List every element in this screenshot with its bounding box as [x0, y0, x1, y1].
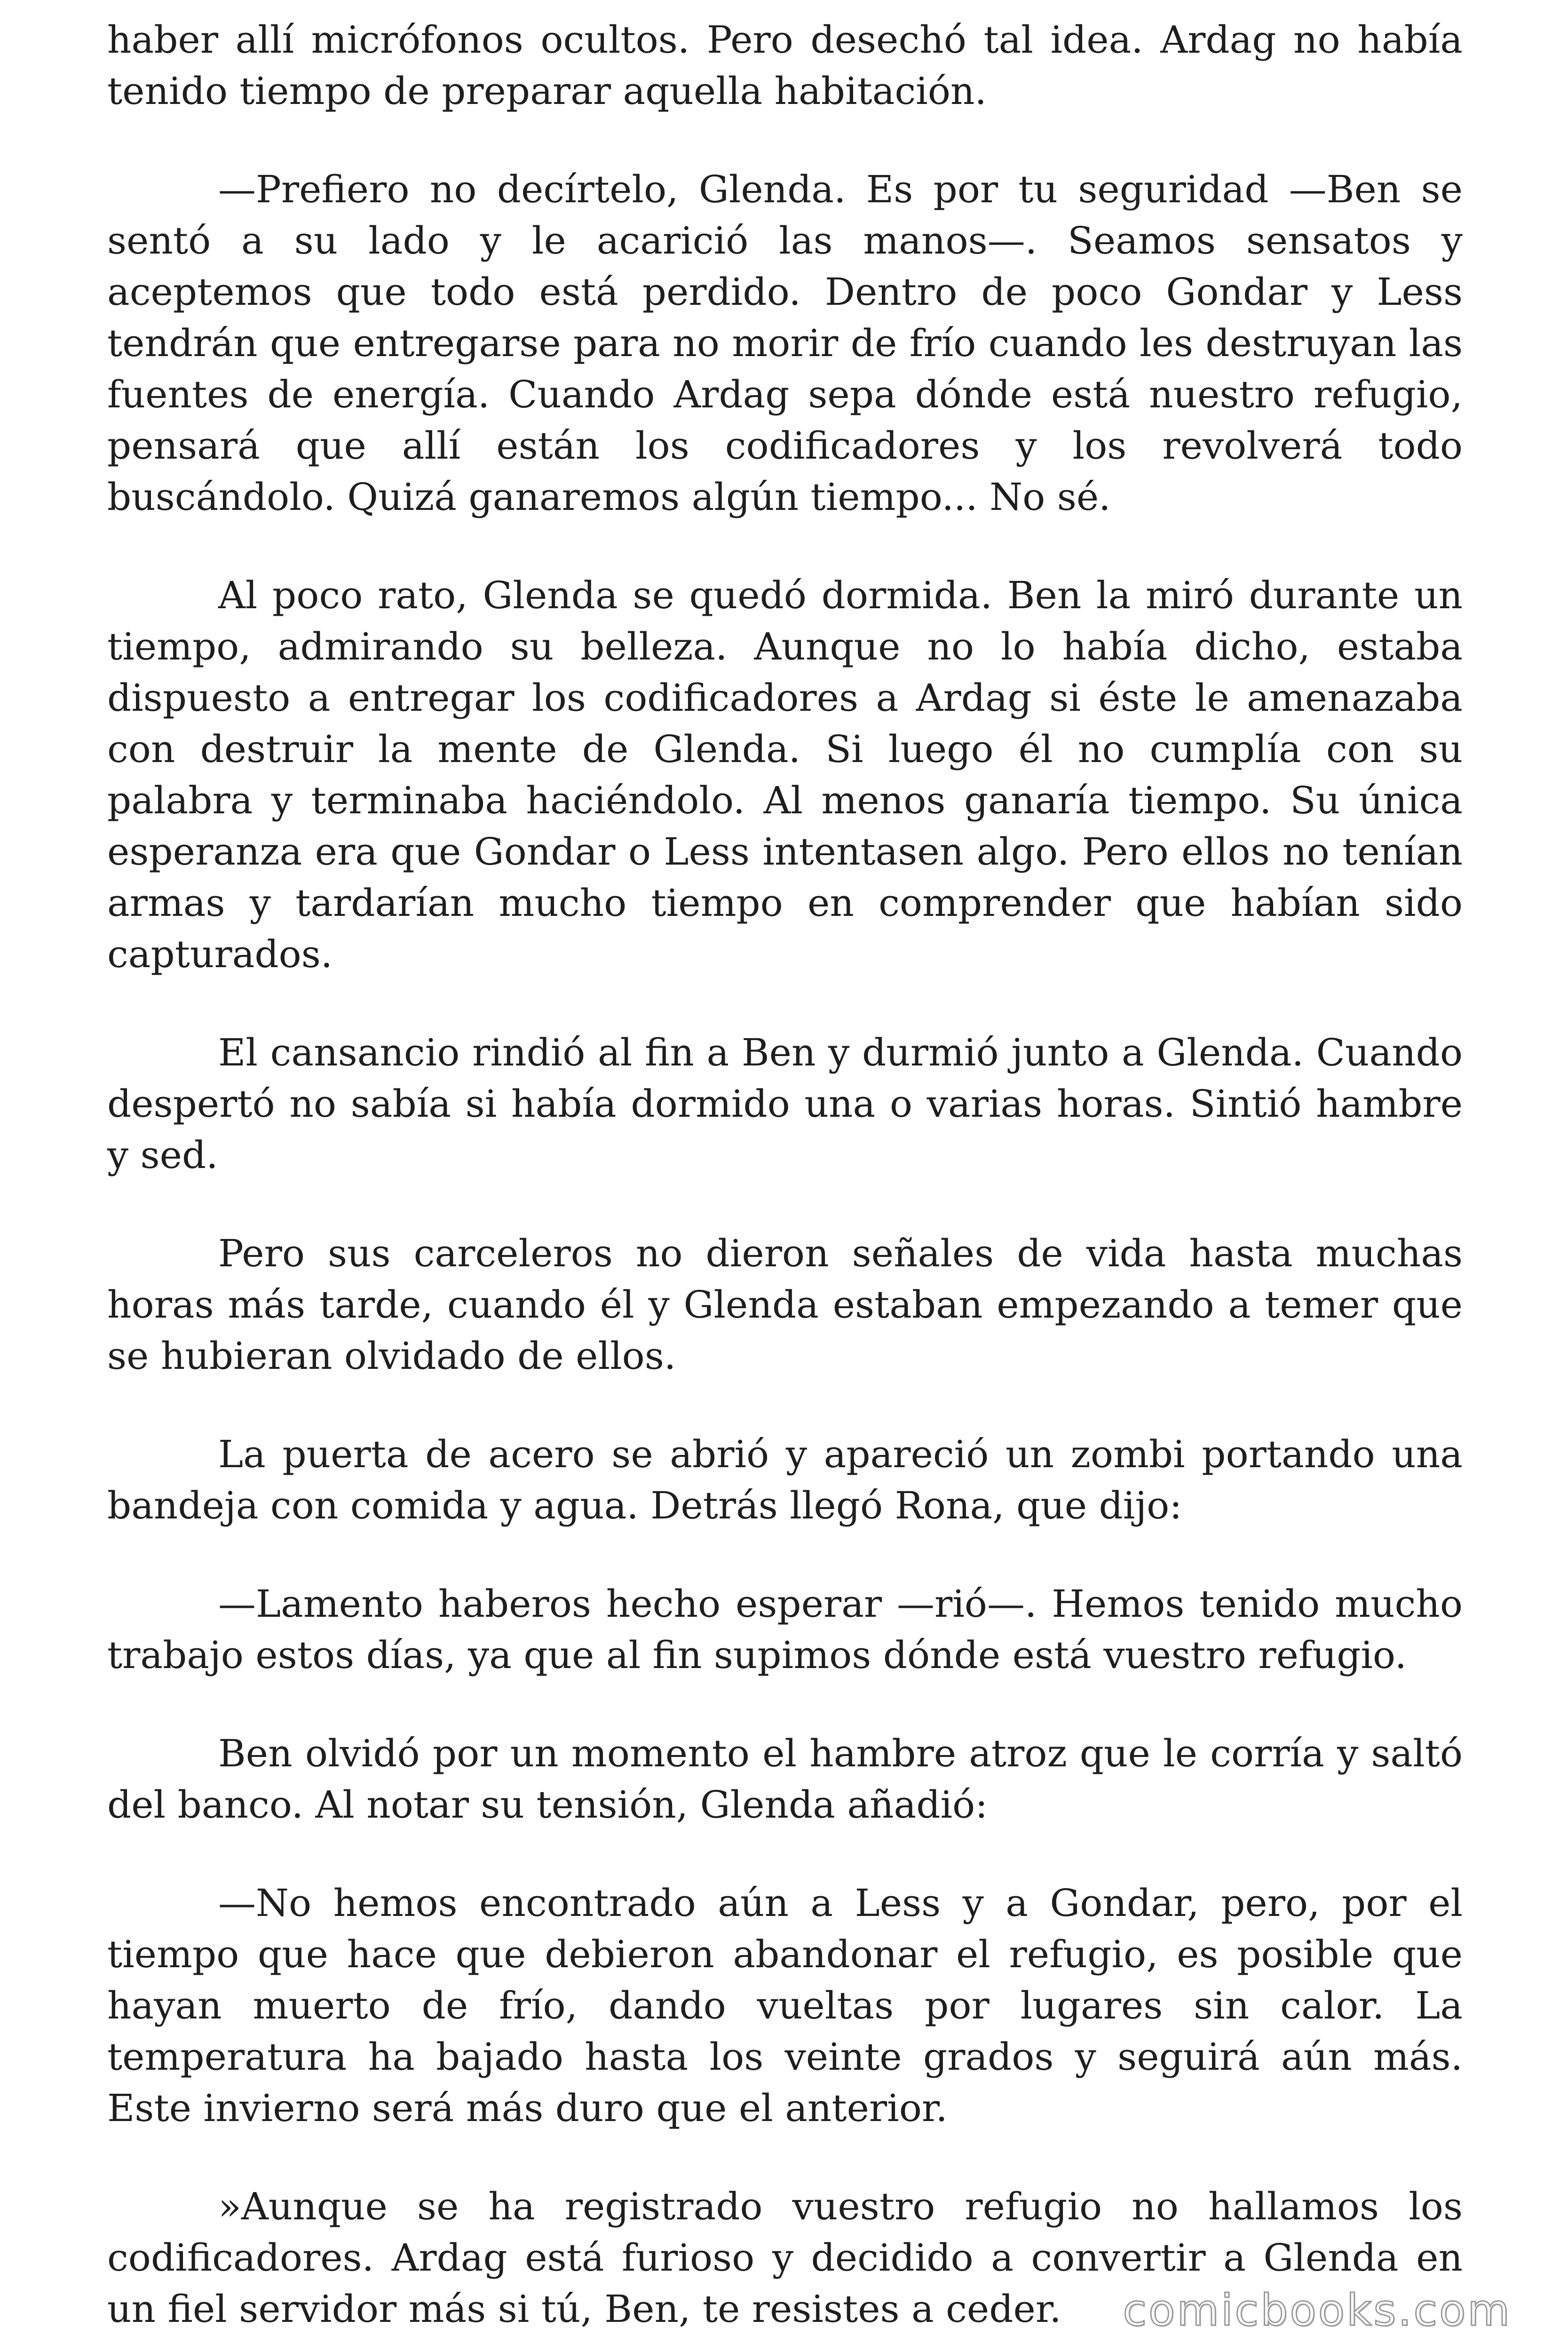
- paragraph: La puerta de acero se abrió y apareció un zombi portando una bandeja con comida y agua. Detrás llegó Rona, que dijo:: [107, 1432, 1463, 1527]
- paragraph: El cansancio rindió al fin a Ben y durmió junto a Glenda. Cuando despertó no sabía si había dormido una o varias horas. Sintió hambre y sed.: [107, 1031, 1463, 1177]
- paragraph: —Prefiero no decírtelo, Glenda. Es por tu seguridad —Ben se sentó a su lado y le acarició las manos—. Seamos sensatos y aceptemos que todo está perdido. Dentro de poco Gondar y Less tendrán que entregarse para no morir de frío cuando les destruyan las fuentes de energía. Cuando Ardag sepa dónde está nuestro refugio, pensará que allí están los codificadores y los revolverá todo buscándolo. Quizá ganaremos algún tiempo... No sé.: [107, 167, 1463, 519]
- paragraph: Pero sus carceleros no dieron señales de vida hasta muchas horas más tarde, cuando él y Glenda estaban empezando a temer que se hubieran olvidado de ellos.: [107, 1232, 1463, 1378]
- paragraph: »Aunque se ha registrado vuestro refugio no hallamos los codificadores. Ardag está furioso y decidido a convertir a Glenda en un fiel servidor más si tú, Ben, te resistes a ceder.: [107, 2185, 1463, 2331]
- book-page: [107, 14, 1463, 2352]
- watermark: comicbooks.com: [1123, 2285, 1512, 2336]
- paragraph: —No hemos encontrado aún a Less y a Gondar, pero, por el tiempo que hace que debieron abandonar el refugio, es posible que hayan muerto de frío, dando vueltas por lugares sin calor. La temperatura ha bajado hasta los veinte grados y seguirá aún más. Este invierno será más duro que el anterior.: [107, 1881, 1463, 2130]
- paragraph: —Lamento haberos hecho esperar —rió—. Hemos tenido mucho trabajo estos días, ya que al fin supimos dónde está vuestro refugio.: [107, 1582, 1463, 1677]
- paragraph: Ben olvidó por un momento el hambre atroz que le corría y saltó del banco. Al notar su tensión, Glenda añadió:: [107, 1732, 1463, 1827]
- paragraph: Al poco rato, Glenda se quedó dormida. Ben la miró durante un tiempo, admirando su belleza. Aunque no lo había dicho, estaba dispuesto a entregar los codificadores a Ardag si éste le amenazaba con destruir la mente de Glenda. Si luego él no cumplía con su palabra y terminaba haciéndolo. Al menos ganaría tiempo. Su única esperanza era que Gondar o Less intentasen algo. Pero ellos no tenían armas y tardarían mucho tiempo en comprender que habían sido capturados.: [107, 573, 1463, 976]
- paragraph-continuation: haber allí micrófonos ocultos. Pero desechó tal idea. Ardag no había tenido tiempo de preparar aquella habitación.: [107, 18, 1463, 113]
